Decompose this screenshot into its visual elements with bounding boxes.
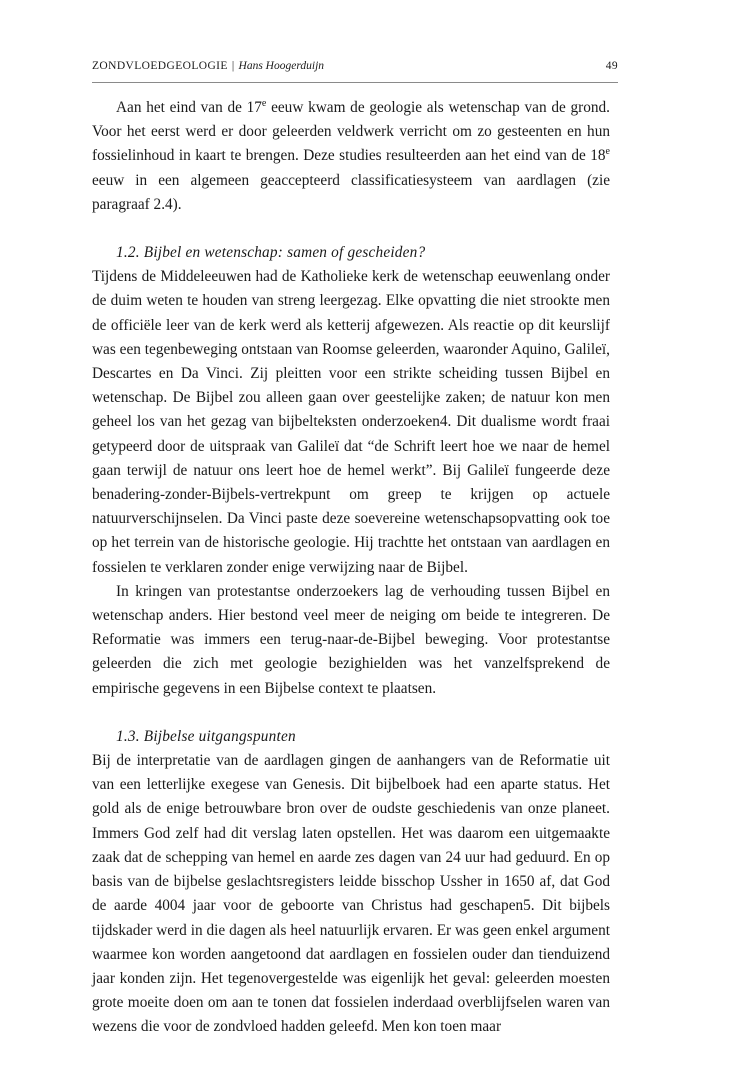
page-body	[92, 96, 610, 1040]
section-heading-1-3: 1.3. Bijbelse uitgangspunten	[116, 727, 296, 745]
intro-text-3: eeuw in een algemeen geaccepteerd classificatiesysteem van aardlagen (zie paragraaf 2.4).	[92, 171, 610, 213]
superscript-e-1: e	[261, 97, 267, 109]
running-title: ZONDVLOEDGEOLOGIE	[92, 60, 228, 72]
intro-paragraph	[92, 96, 610, 217]
author-name: Hans Hoogerduijn	[238, 60, 325, 72]
header-separator: |	[231, 60, 235, 72]
intro-text-2: eeuw kwam de geologie als wetenschap van de grond. Voor het eerst werd er door geleerden veldwerk verricht om zo gesteenten en hun fossielinhoud in kaart te brengen. Deze studies resulteerden aan het eind van de 18	[92, 99, 610, 165]
section-1-2-paragraph-2: In kringen van protestantse onderzoekers lag de verhouding tussen Bijbel en wetenschap anders. Hier bestond veel meer de neiging om beide te integreren. De Reformatie was immers een terug-naar-de-Bijbel beweging. Voor protestantse geleerden die zich met geologie bezighielden was het vanzelfsprekend de empirische gegevens in een Bijbelse context te plaatsen.	[92, 582, 610, 697]
superscript-e-2: e	[605, 146, 610, 158]
running-header	[92, 60, 618, 83]
spacer	[92, 217, 610, 241]
section-1-2-paragraph-1: Tijdens de Middeleeuwen had de Katholieke kerk de wetenschap eeuwenlang onder de duim weten te houden van streng leergezag. Elke opvatting die niet strookte men de officiële leer van de kerk werd als ketterij afgewezen. Als reactie op dit keurslijf was een tegenbeweging ontstaan van Roomse geleerden, waaronder Aquino, Galileï, Descartes en Da Vinci. Zij pleitten voor een strikte scheiding tussen Bijbel en wetenschap. De Bijbel zou alleen gaan over geestelijke zaken; de natuur kon men geheel los van het gezag van bijbelteksten onderzoeken4. Dit dualisme wordt fraai getypeerd door de uitspraak van Galileï dat “de Schrift leert hoe we naar de hemel gaan terwijl de natuur ons leert hoe de hemel werkt”. Bij Galileï fungeerde deze benadering-zonder-Bijbels-vertrekpunt om greep te krijgen op actuele natuurverschijnselen. Da Vinci paste deze soevereine wetenschapsopvatting ook toe op het terrein van de historische geologie. Hij trachtte het ontstaan van aardlagen en fossielen te verklaren zonder enige verwijzing naar de Bijbel.	[92, 268, 610, 576]
section-heading-1-2: 1.2. Bijbel en wetenschap: samen of gescheiden?	[116, 244, 426, 262]
spacer	[92, 701, 610, 725]
page-number: 49	[605, 60, 618, 72]
section-1-3-paragraph-1: Bij de interpretatie van de aardlagen gingen de aanhangers van de Reformatie uit van een letterlijke exegese van Genesis. Dit bijbelboek had een aparte status. Het gold als de enige betrouwbare bron over de oudste geschiedenis van onze planeet. Immers God zelf had dit verslag laten opstellen. Het was daarom een uitgemaakte zaak dat de schepping van hemel en aarde zes dagen van 24 uur had geduurd. En op basis van de bijbelse geslachtsregisters leidde bisschop Ussher in 1650 af, dat God de aarde 4004 jaar voor de geboorte van Christus had geschapen5. Dit bijbels tijdskader werd in die dagen als heel natuurlijk ervaren. Er was geen enkel argument waarmee kon worden aangetoond dat aardlagen en fossielen ouder dan tienduizend jaar konden zijn. Het tegenovergestelde was eigenlijk het geval: geleerden moesten grote moeite doen om aan te tonen dat fossielen inderdaad overblijfselen waren van wezens die voor de zondvloed hadden geleefd. Men kon toen maar	[92, 752, 610, 1036]
intro-text-1: Aan het eind van de 17	[116, 99, 262, 116]
